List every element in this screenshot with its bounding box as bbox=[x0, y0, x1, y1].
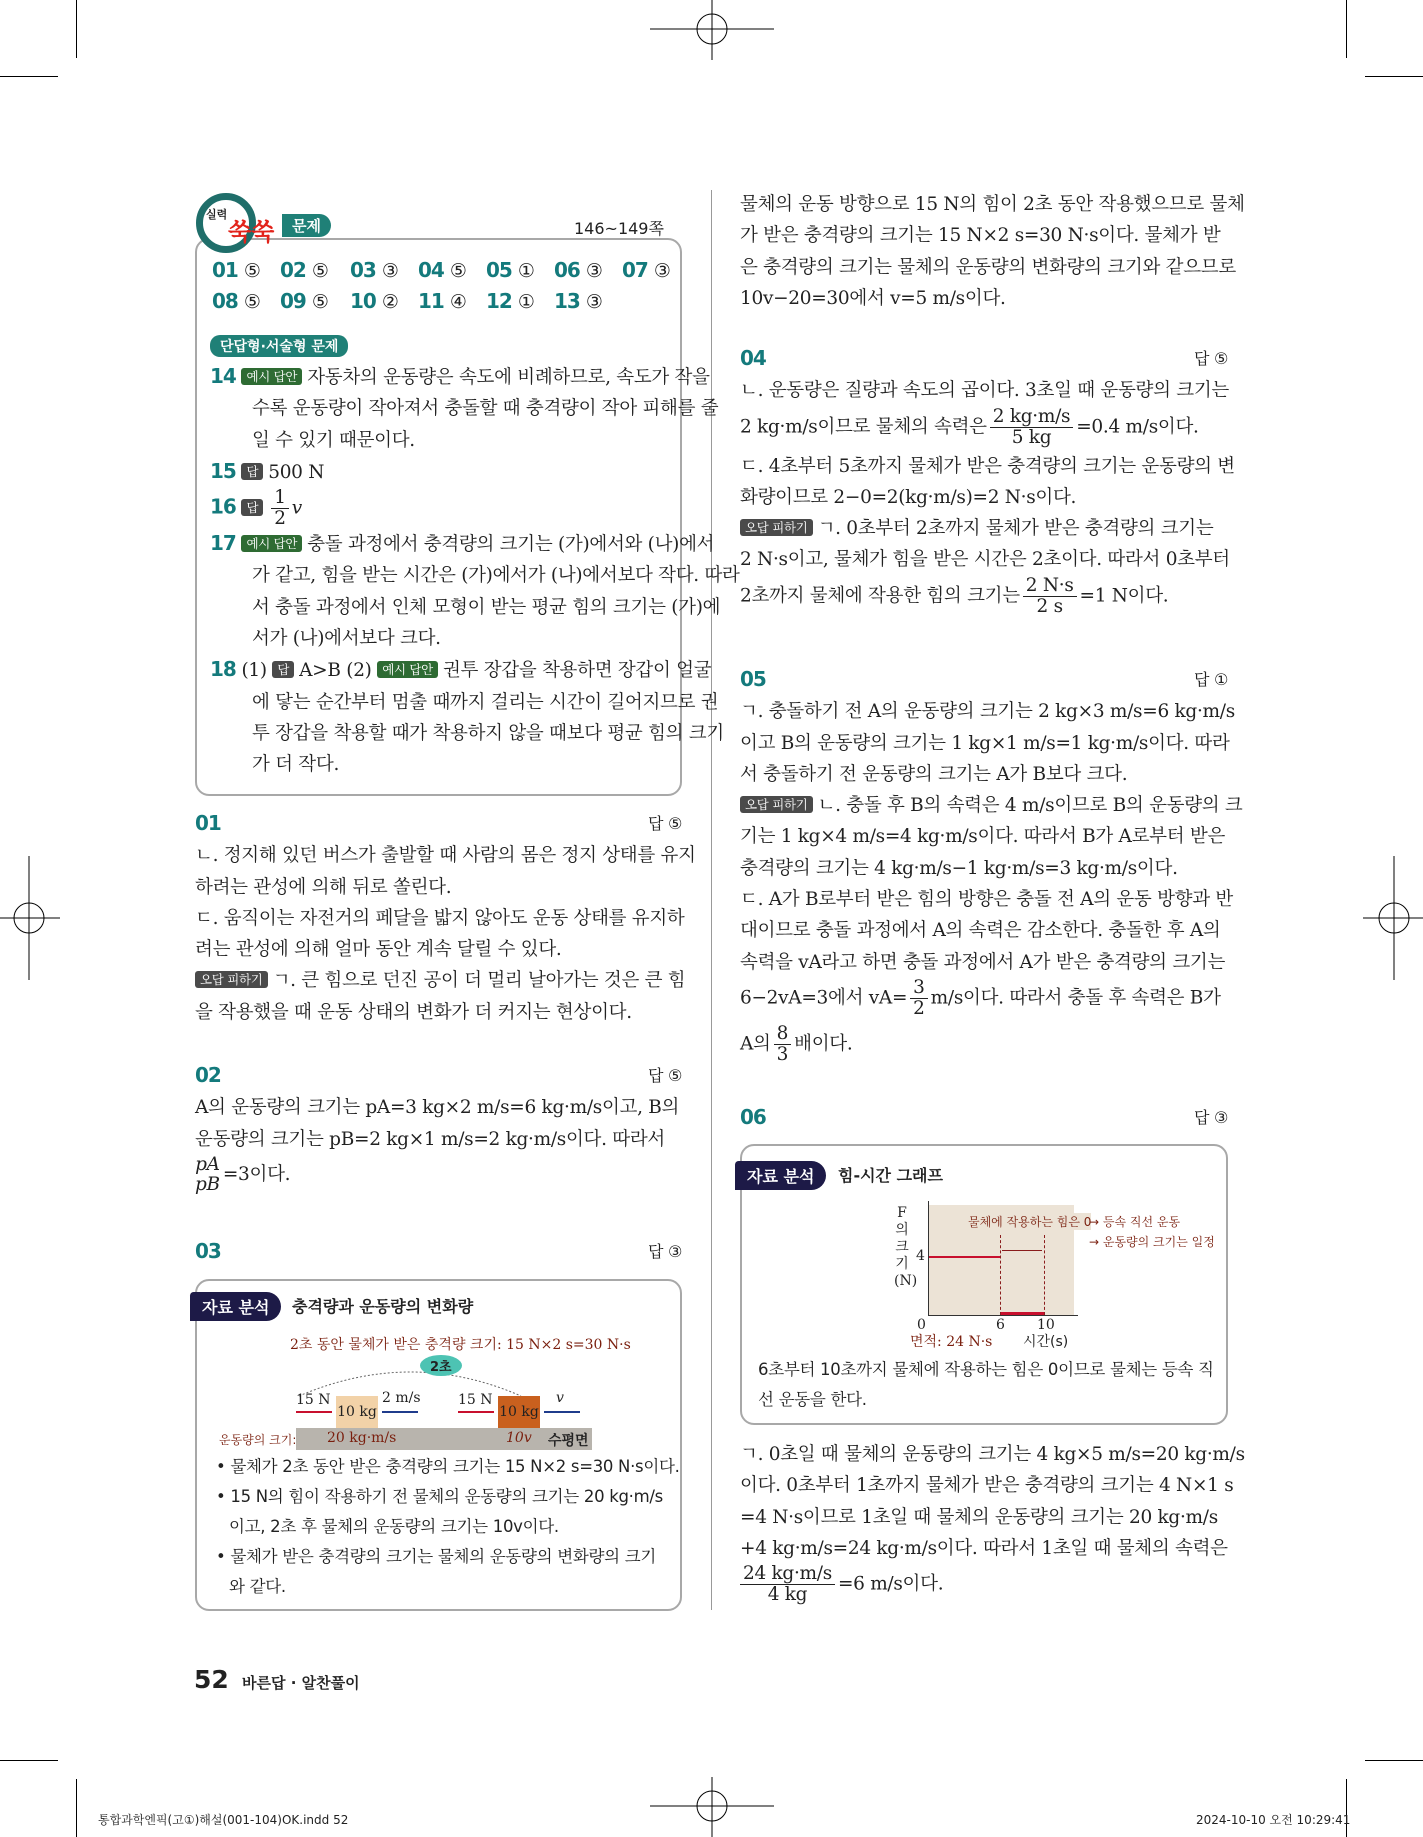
denominator: pB bbox=[195, 1173, 220, 1195]
text: ㄴ. 충돌 후 B의 속력은 4 m/s이므로 B의 운동량의 크 bbox=[817, 795, 1243, 817]
answer-item: 09 ⑤ bbox=[280, 289, 329, 313]
text-line: 물체의 운동 방향으로 15 N의 힘이 2초 동안 작용했으므로 물체 bbox=[740, 194, 1245, 215]
solution-03-text bbox=[740, 189, 1245, 314]
box-title: 힘-시간 그래프 bbox=[838, 1166, 943, 1185]
answer-value: A>B bbox=[299, 660, 341, 682]
force-label: 15 N bbox=[458, 1392, 493, 1408]
diagram-caption: 2초 동안 물체가 받은 충격량 크기: 15 N×2 s=30 N·s bbox=[290, 1337, 631, 1353]
graph-note: → 등속 직선 운동 bbox=[1089, 1215, 1181, 1229]
answer-item: 08 ⑤ bbox=[212, 289, 261, 313]
solution-01 bbox=[195, 808, 696, 1028]
text-line: 수록 운동량이 작아져서 충돌할 때 충격량이 작아 피해를 줄 bbox=[252, 398, 719, 420]
numerator: 8 bbox=[774, 1024, 791, 1045]
text-line: ㄴ. 정지해 있던 버스가 출발할 때 사람의 몸은 정지 상태를 유지 bbox=[195, 845, 696, 867]
avoid-badge: 오답 피하기 bbox=[195, 971, 268, 988]
time-bubble: 2초 bbox=[420, 1355, 462, 1376]
answer-item: 11 ④ bbox=[418, 289, 467, 313]
section-number: 02 bbox=[195, 1063, 221, 1087]
text-line: 하려는 관성에 의해 뒤로 쏠린다. bbox=[195, 876, 452, 898]
fraction bbox=[271, 488, 288, 529]
text-line: 투 장갑을 착용할 때가 착용하지 않을 때보다 평균 힘의 크기 bbox=[252, 722, 724, 744]
crop-mark bbox=[76, 1779, 77, 1837]
y-axis bbox=[928, 1201, 929, 1316]
answer-item: 05 ① bbox=[486, 258, 535, 282]
graph-summary bbox=[758, 1355, 1218, 1415]
velocity-arrow bbox=[382, 1411, 418, 1413]
registration-mark bbox=[650, 1777, 774, 1837]
page-range: 146~149쪽 bbox=[574, 219, 664, 238]
crop-mark bbox=[0, 76, 58, 77]
crop-mark bbox=[76, 0, 77, 58]
answer-item: 07 ③ bbox=[622, 258, 671, 282]
crop-mark bbox=[0, 1760, 58, 1761]
avoid-badge: 오답 피하기 bbox=[740, 519, 813, 536]
answer: 답 ⑤ bbox=[648, 1066, 682, 1085]
section-number: 01 bbox=[195, 811, 221, 835]
badge-big: 쑥쑥 bbox=[228, 218, 275, 246]
short-answer-label: 단답형·서술형 문제 bbox=[210, 335, 348, 357]
text-line: 자동차의 운동량은 속도에 비례하므로, 속도가 작을 bbox=[307, 367, 710, 388]
denominator: 2 bbox=[913, 997, 925, 1019]
momentum-1: 20 kg·m/s bbox=[327, 1430, 397, 1446]
text-line: =4 N·s이므로 1초일 때 물체의 운동량의 크기는 20 kg·m/s bbox=[740, 1506, 1218, 1528]
answer-item: 13 ③ bbox=[554, 289, 603, 313]
y-axis-label: F 의 크 기 (N) bbox=[894, 1205, 918, 1289]
text: 2초까지 물체에 작용한 힘의 크기는 bbox=[740, 585, 1020, 607]
text: ㄱ. 0초부터 2초까지 물체가 받은 충격량의 크기는 bbox=[817, 518, 1214, 540]
example-badge: 예시 답안 bbox=[241, 368, 302, 385]
block-2: 10 kg bbox=[498, 1396, 540, 1428]
block-1: 10 kg bbox=[336, 1396, 378, 1428]
q-number: 17 bbox=[210, 531, 236, 556]
answer-item: 06 ③ bbox=[554, 258, 603, 282]
text-line: 충격량의 크기는 4 kg·m/s−1 kg·m/s=3 kg·m/s이다. bbox=[740, 857, 1178, 879]
q-number: 15 bbox=[210, 458, 236, 483]
text-line: 선 운동을 한다. bbox=[758, 1390, 867, 1409]
text-line: 서가 (나)에서보다 크다. bbox=[252, 628, 441, 650]
text-line: +4 kg·m/s=24 kg·m/s이다. 따라서 1초일 때 물체의 속력은 bbox=[740, 1537, 1228, 1559]
answer-item: 01 ⑤ bbox=[212, 258, 261, 282]
section-number: 06 bbox=[740, 1105, 766, 1129]
short-answers bbox=[210, 361, 740, 781]
text-line: 대이므로 충돌 과정에서 A의 속력은 감소한다. 충돌한 후 A의 bbox=[740, 920, 1221, 942]
text-line: 기는 1 kg×4 m/s=4 kg·m/s이다. 따라서 B가 A로부터 받은 bbox=[740, 826, 1226, 848]
interval-arrow bbox=[1002, 1250, 1042, 1251]
force-line-4N bbox=[929, 1256, 1000, 1258]
bullet-list: • 물체가 2초 동안 받은 충격량의 크기는 15 N×2 s=30 N·s이다. • 15 N의 힘이 작용하기 전 물체의 운동량의 크기는 20 kg·m/s 이고, 2초 후 물체의 운동량의 크기는 10v이다. • 물체가 받은 충격량의 크기는 물체의 운동량의 변화량의 크기 와 같다. bbox=[216, 1452, 676, 1602]
crop-mark bbox=[1346, 0, 1347, 58]
text-line: 6초부터 10초까지 물체에 작용하는 힘은 0이므로 물체는 등속 직 bbox=[758, 1360, 1214, 1379]
answer: 답 ③ bbox=[1194, 1108, 1228, 1127]
answer-item: 04 ⑤ bbox=[418, 258, 467, 282]
text: =3이다. bbox=[222, 1163, 291, 1185]
bullet: 와 같다. bbox=[229, 1577, 286, 1596]
text-line: 10v−20=30에서 v=5 m/s이다. bbox=[740, 287, 1006, 309]
text-line: 려는 관성에 의해 얼마 동안 계속 달릴 수 있다. bbox=[195, 939, 562, 961]
text-line: ㄷ. 움직이는 자전거의 페달을 밟지 않아도 운동 상태를 유지하 bbox=[195, 907, 685, 929]
answer: 답 ① bbox=[1194, 670, 1228, 689]
denominator: 2 bbox=[274, 508, 286, 530]
text-line: ㄴ. 운동량은 질량과 속도의 곱이다. 3초일 때 운동량의 크기는 bbox=[740, 380, 1229, 402]
text-line: 이다. 0초부터 1초까지 물체가 받은 충격량의 크기는 4 N×1 s bbox=[740, 1475, 1234, 1497]
text-line: 을 작용했을 때 운동 상태의 변화가 더 커지는 현상이다. bbox=[195, 1001, 632, 1023]
velocity-label: v bbox=[556, 1390, 564, 1406]
registration-mark bbox=[0, 856, 60, 980]
slug-filename: 통합과학엔픽(고①)해설(001-104)OK.indd 52 bbox=[98, 1813, 349, 1827]
text-line: ㄱ. 큰 힘으로 던진 공이 더 멀리 날아가는 것은 큰 힘 bbox=[272, 970, 686, 992]
solution-06-header bbox=[740, 1102, 1228, 1134]
page-number: 52 bbox=[194, 1665, 229, 1694]
text-line: ㄱ. 충돌하기 전 A의 운동량의 크기는 2 kg×3 m/s=6 kg·m/s bbox=[740, 701, 1235, 723]
example-badge: 예시 답안 bbox=[377, 661, 438, 678]
denominator: 5 kg bbox=[1011, 426, 1052, 448]
crop-mark bbox=[1365, 76, 1423, 77]
text: 배이다. bbox=[794, 1033, 853, 1055]
text-line: 서 충돌하기 전 운동량의 크기는 A가 B보다 크다. bbox=[740, 763, 1128, 785]
area-label: 면적: 24 N·s bbox=[910, 1334, 993, 1350]
answer: 답 ⑤ bbox=[648, 814, 682, 833]
data-analysis-tag: 자료 분석 bbox=[190, 1292, 281, 1321]
force-time-graph bbox=[880, 1195, 1220, 1355]
text-line: 일 수 있기 때문이다. bbox=[252, 429, 415, 451]
momentum-diagram bbox=[196, 1330, 676, 1460]
denominator: 3 bbox=[776, 1043, 789, 1065]
avoid-badge: 오답 피하기 bbox=[740, 796, 813, 813]
x-tick: 10 bbox=[1037, 1317, 1055, 1333]
answer-item: 12 ① bbox=[486, 289, 535, 313]
solution-05 bbox=[740, 664, 1243, 1070]
velocity-arrow bbox=[544, 1411, 580, 1413]
slug-date: 2024-10-10 오전 10:29:41 bbox=[1196, 1813, 1351, 1827]
surface-label: 수평면 bbox=[548, 1433, 589, 1449]
badge-label: 문제 bbox=[282, 214, 331, 237]
denominator: 2 s bbox=[1036, 595, 1063, 617]
answer: 답 ⑤ bbox=[1194, 349, 1228, 368]
origin-label: 0 bbox=[917, 1317, 926, 1333]
text-line: 운동량의 크기는 pB=2 kg×1 m/s=2 kg·m/s이다. 따라서 bbox=[195, 1128, 665, 1150]
force-arrow bbox=[296, 1411, 332, 1413]
bullet: 15 N의 힘이 작용하기 전 물체의 운동량의 크기는 20 kg·m/s bbox=[230, 1487, 663, 1506]
answer-item: 02 ⑤ bbox=[280, 258, 329, 282]
momentum-label: 운동량의 크기: bbox=[219, 1433, 297, 1447]
graph-note: 물체에 작용하는 힘은 0 bbox=[968, 1215, 1092, 1229]
text: (1) bbox=[241, 660, 267, 682]
text: 6−2vA=3에서 vA= bbox=[740, 987, 908, 1009]
text-line: 충돌 과정에서 충격량의 크기는 (가)에서와 (나)에서 bbox=[307, 534, 715, 556]
text-line: 속력을 vA라고 하면 충돌 과정에서 A가 받은 충격량의 크기는 bbox=[740, 951, 1226, 973]
dashed-line bbox=[1044, 1235, 1045, 1315]
text-line: 가 더 작다. bbox=[252, 754, 340, 776]
numerator: 2 N·s bbox=[1023, 576, 1077, 597]
footer-label: 바른답 · 알찬풀이 bbox=[242, 1674, 360, 1692]
bullet: 물체가 받은 충격량의 크기는 물체의 운동량의 변화량의 크기 bbox=[230, 1547, 656, 1566]
x-axis-label: 시간(s) bbox=[1023, 1334, 1069, 1350]
q-number: 16 bbox=[210, 494, 236, 519]
text-line: A의 운동량의 크기는 pA=3 kg×2 m/s=6 kg·m/s이고, B의 bbox=[195, 1097, 680, 1119]
text-line: 가 받은 충격량의 크기는 15 N×2 s=30 N·s이다. 물체가 받 bbox=[740, 225, 1221, 247]
dashed-line bbox=[1000, 1235, 1001, 1315]
text: m/s이다. 따라서 충돌 후 속력은 B가 bbox=[930, 987, 1221, 1009]
text-line: 에 닿는 순간부터 멈출 때까지 걸리는 시간이 길어지므로 권 bbox=[252, 691, 719, 713]
answer-value: 500 N bbox=[268, 461, 325, 483]
text: =0.4 m/s이다. bbox=[1076, 416, 1199, 438]
text-line: ㄷ. A가 B로부터 받은 힘의 방향은 충돌 전 A의 운동 방향과 반 bbox=[740, 889, 1233, 911]
text: =6 m/s이다. bbox=[837, 1573, 944, 1595]
x-tick: 6 bbox=[996, 1317, 1005, 1333]
variable: v bbox=[291, 497, 302, 519]
q-number: 14 bbox=[210, 364, 236, 388]
answer-item: 03 ③ bbox=[350, 258, 399, 282]
solution-04 bbox=[740, 343, 1235, 620]
text-line: 권투 장갑을 착용하면 장갑이 얼굴 bbox=[442, 660, 712, 682]
numerator: 1 bbox=[271, 488, 288, 509]
registration-mark bbox=[650, 0, 774, 60]
numerator: 3 bbox=[910, 978, 927, 999]
text-line: 은 충격량의 크기는 물체의 운동량의 변화량의 크기와 같으므로 bbox=[740, 256, 1236, 278]
section-number: 04 bbox=[740, 346, 766, 370]
y-tick: 4 bbox=[916, 1248, 925, 1264]
bullet: 물체가 2초 동안 받은 충격량의 크기는 15 N×2 s=30 N·s이다. bbox=[230, 1457, 680, 1476]
data-analysis-tag: 자료 분석 bbox=[735, 1161, 826, 1190]
box-title: 충격량과 운동량의 변화량 bbox=[292, 1297, 474, 1316]
text: (2) bbox=[346, 660, 372, 682]
solution-02 bbox=[195, 1060, 682, 1199]
answer-icon: 답 bbox=[272, 661, 294, 678]
section-number: 05 bbox=[740, 667, 766, 691]
registration-mark bbox=[1363, 856, 1423, 980]
example-badge: 예시 답안 bbox=[241, 535, 302, 552]
velocity-label: 2 m/s bbox=[382, 1390, 421, 1406]
badge-small: 실력 bbox=[206, 208, 228, 221]
text-line: 화량이므로 2−0=2(kg·m/s)=2 N·s이다. bbox=[740, 486, 1077, 508]
solution-06 bbox=[740, 1439, 1245, 1612]
bullet: 이고, 2초 후 물체의 운동량의 크기는 10v이다. bbox=[229, 1517, 559, 1536]
force-line-0N bbox=[1000, 1312, 1044, 1315]
solution-03-header bbox=[195, 1236, 682, 1268]
answer-icon: 답 bbox=[241, 463, 263, 480]
text: 2 kg·m/s이므로 물체의 속력은 bbox=[740, 416, 987, 438]
text-line: 2 N·s이고, 물체가 힘을 받은 시간은 2초이다. 따라서 0초부터 bbox=[740, 549, 1230, 571]
text-line: 가 같고, 힘을 받는 시간은 (가)에서가 (나)에서보다 작다. 따라 bbox=[252, 565, 740, 587]
text-line: 이고 B의 운동량의 크기는 1 kg×1 m/s=1 kg·m/s이다. 따라 bbox=[740, 732, 1230, 754]
text: A의 bbox=[740, 1033, 771, 1055]
force-arrow bbox=[458, 1411, 494, 1413]
text-line: 서 충돌 과정에서 인체 모형이 받는 평균 힘의 크기는 (가)에 bbox=[252, 596, 721, 618]
text: =1 N이다. bbox=[1079, 585, 1169, 607]
text-line: ㄷ. 4초부터 5초까지 물체가 받은 충격량의 크기는 운동량의 변 bbox=[740, 455, 1235, 477]
x-axis bbox=[928, 1315, 1078, 1316]
q-number: 18 bbox=[210, 657, 236, 682]
answer: 답 ③ bbox=[648, 1242, 682, 1261]
numerator: 24 kg·m/s bbox=[740, 1564, 835, 1585]
denominator: 4 kg bbox=[767, 1584, 808, 1606]
numerator: pA bbox=[195, 1153, 220, 1175]
answer-item: 10 ② bbox=[350, 289, 399, 313]
answer-icon: 답 bbox=[241, 499, 263, 516]
force-label: 15 N bbox=[296, 1392, 331, 1408]
momentum-2: 10v bbox=[506, 1430, 532, 1446]
crop-mark bbox=[1365, 1760, 1423, 1761]
crop-mark bbox=[1346, 1779, 1347, 1837]
text-line: ㄱ. 0초일 때 물체의 운동량의 크기는 4 kg×5 m/s=20 kg·m/s bbox=[740, 1444, 1245, 1465]
graph-note: → 운동량의 크기는 일정 bbox=[1089, 1235, 1215, 1249]
section-number: 03 bbox=[195, 1239, 221, 1263]
numerator: 2 kg·m/s bbox=[990, 407, 1073, 428]
